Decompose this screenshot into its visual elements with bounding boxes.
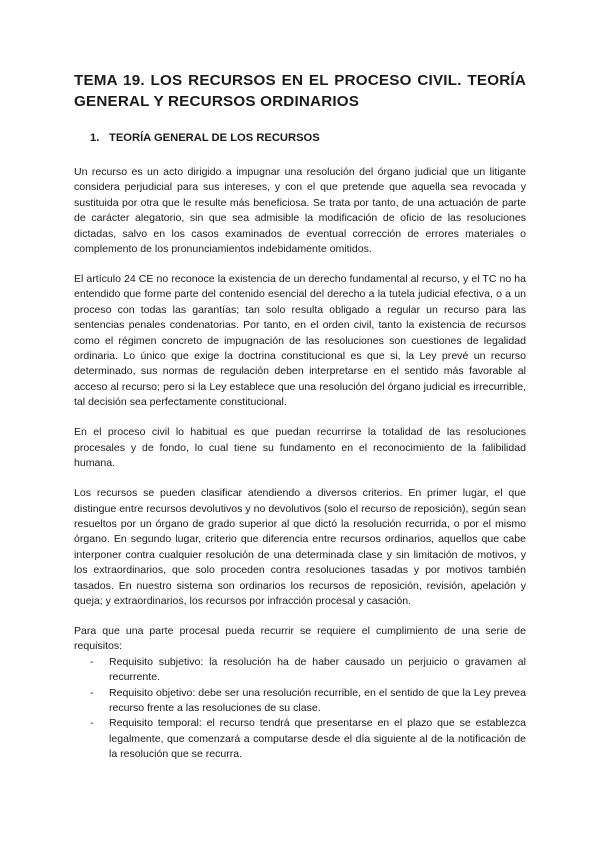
requirement-temporal: Requisito temporal: el recurso tendrá que presentarse en el plazo que se establezca legalmente, que comenzará a computarse desde el día siguiente al de la notificación de la resolución que se recurra. [109, 717, 526, 761]
requirements-list [74, 655, 526, 763]
list-bullet: - [90, 717, 94, 730]
list-bullet: - [90, 686, 94, 699]
section-heading [90, 130, 526, 146]
document-title: TEMA 19. LOS RECURSOS EN EL PROCESO CIVIL. TEORÍA GENERAL Y RECURSOS ORDINARIOS [74, 72, 526, 110]
section-heading-text: TEORÍA GENERAL DE LOS RECURSOS [109, 132, 320, 144]
requirement-objective: Requisito objetivo: debe ser una resolución recurrible, en el sentido de que la Ley prevea recurso frente a las resoluciones de su clase. [109, 686, 526, 714]
list-item [74, 686, 526, 717]
list-bullet: - [90, 655, 94, 668]
paragraph-constitutional: El artículo 24 CE no reconoce la existencia de un derecho fundamental al recurso, y el TC no ha entendido que forme parte del contenido esencial del derecho a la tutela judicial efectiva, o a un proceso con todas las garantías; tan solo resulta obligado a regular un recurso para las sentencias penales condenatorias. Por tanto, en el orden civil, tanto la existencia de recursos como el régimen concreto de impugnación de las resoluciones son cuestiones de legalidad ordinaria. Lo único que exige la doctrina constitucional es que si, la Ley prevé un recurso determinado, sus normas de regulación deben interpretarse en el sentido más favorable al acceso al recurso; pero si la Ley establece que una resolución del órgano judicial es irrecurrible, tal decisión sea perfectamente constitucional. [74, 273, 526, 409]
paragraph-classification: Los recursos se pueden clasificar atendiendo a diversos criterios. En primer lugar, el que distingue entre recursos devolutivos y no devolutivos (solo el recurso de reposición), según sean resueltos por un órgano de grado superior al que dictó la resolución recurrida, o por el mismo órgano. En segundo lugar, criterio que diferencia entre recursos ordinarios, aquellos que cabe interponer contra cualquier resolución de una determinada clase y sin limitación de motivos, y los extraordinarios, que solo proceden contra resoluciones tasadas y por motivos también tasados. En nuestro sistema son ordinarios los recursos de reposición, revisión, apelación y queja; y extraordinarios, los recursos por infracción procesal y casación. [74, 487, 526, 607]
paragraph-definition: Un recurso es un acto dirigido a impugnar una resolución del órgano judicial que un litigante considera perjudicial para sus intereses, y con el que pretende que aquella sea revocada y sustituida por otra que le resulte más beneficiosa. Se trata por tanto, de una actuación de parte de carácter alegatorio, sin que sea admisible la modificación de oficio de las resoluciones dictadas, salvo en los casos examinados de eventual corrección de errores materiales o complemento de los pronunciamientos indebidamente omitidos. [74, 166, 526, 256]
paragraph-requirements-intro: Para que una parte procesal pueda recurrir se requiere el cumplimiento de una serie de requisitos: [74, 624, 526, 653]
paragraph-civil-process: En el proceso civil lo habitual es que puedan recurrirse la totalidad de las resoluciones procesales y de fondo, lo cual tiene su fundamento en el reconocimiento de la falibilidad humana. [74, 426, 526, 470]
list-item [74, 716, 526, 762]
list-item [74, 655, 526, 686]
section-number: 1. [90, 132, 100, 144]
requirement-subjective: Requisito subjetivo: la resolución ha de haber causado un perjuicio o gravamen al recurrente. [109, 655, 526, 684]
